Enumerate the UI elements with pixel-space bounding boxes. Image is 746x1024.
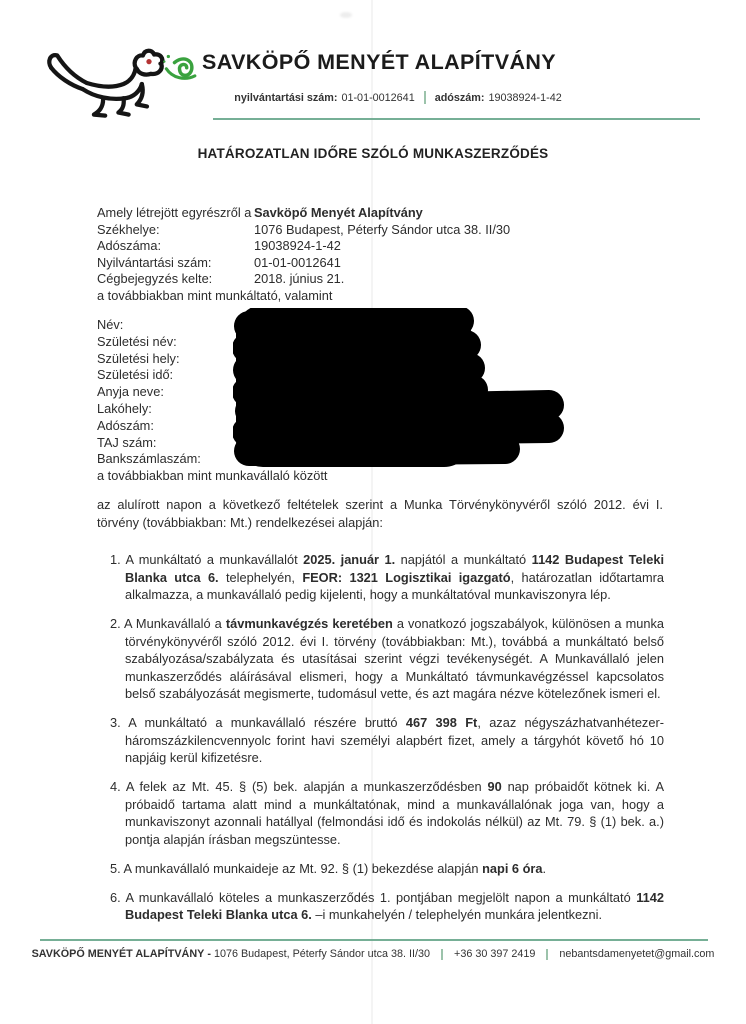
contract-preamble: az alulírott napon a következő feltételek szerint a Munka Törvénykönyvéről szóló 2012. évi I. törvény (továbbiakban: Mt.) rendelkezései alapján: (97, 497, 663, 530)
employer-row (97, 255, 657, 272)
field-label: Név: (97, 317, 124, 332)
clause-number: 1. (110, 552, 126, 567)
clause-bold-text: 1142 Budapest Teleki Blanka utca 6. (125, 889, 664, 922)
footer-divider-line (40, 939, 708, 941)
divider (424, 91, 426, 104)
clause-text: . (542, 860, 547, 876)
clause-bold-text: 2025. január 1. (303, 552, 396, 567)
footer-name-separator: - (207, 948, 211, 960)
clause-text: –i munkahelyén / telephelyén munkára jelentkezni. (311, 907, 603, 922)
employer-intro-label: Amely létrejött egyrészről a (97, 205, 252, 220)
employer-intro-row (97, 205, 657, 222)
clause-text: telephelyén, (218, 569, 303, 585)
clause-bold-text: FEOR: 1321 Logisztikai igazgató (302, 569, 511, 585)
field-label: TAJ szám: (97, 434, 157, 450)
contract-title: HATÁROZATLAN IDŐRE SZÓLÓ MUNKASZERZŐDÉS (197, 146, 549, 161)
field-label: Születési idő: (97, 367, 174, 383)
clause-text: A munkavállaló munkaideje az Mt. 92. § (1) bekezdése alapján (123, 860, 483, 876)
employer-name: Savköpő Menyét Alapítvány (254, 205, 423, 220)
footer-foundation-name: SAVKÖPŐ MENYÉT ALAPÍTVÁNY (31, 948, 205, 960)
registration-number: 01-01-0012641 (341, 91, 415, 104)
employer-row (97, 271, 657, 288)
footer-phone: +36 30 397 2419 (454, 948, 536, 960)
clause-number: 6. (110, 889, 126, 905)
employer-closing: a továbbiakban mint munkáltató, valamint (97, 287, 333, 303)
tax-number-label: adószám: (434, 91, 485, 104)
divider (441, 949, 443, 960)
field-value: 19038924-1-42 (254, 238, 341, 254)
field-value: 1076 Budapest, Péterfy Sándor utca 38. II/30 (254, 221, 511, 237)
clause-text: nap próbaidőt kötnek ki. A próbaidő tartama alatt mind a munkáltatónak, mind a munkavállalónak joga van, hogy a munkaviszonyt azonnali hatállyal (felmondási idő és indokolás nélkül) az Mt. 79. § (1) bek. a.) pontja alapján írásban megszüntesse. (125, 779, 664, 847)
clause-text: A Munkavállaló a (124, 616, 226, 631)
clause-number: 3. (110, 715, 129, 730)
employer-row (97, 222, 657, 239)
clause-bold-text: távmunkavégzés keretében (225, 616, 393, 631)
clause-text: , határozatlan időtartamra alkalmazza, a munkavállaló pedig kijelenti, hogy a munkáltatóval munkaviszonyra lép. (125, 569, 664, 602)
contract-clause (110, 714, 664, 767)
scan-smudge-artifact (340, 12, 352, 18)
field-label: Anyja neve: (97, 384, 164, 400)
contract-clause (110, 778, 664, 848)
employer-details (97, 205, 657, 305)
clause-text: A munkavállaló köteles a munkaszerződés 1. pontjában megjelölt napon a munkáltató (125, 889, 637, 905)
divider (546, 949, 548, 960)
clause-bold-text: 467 398 Ft (405, 715, 478, 730)
field-label: Adószám: (97, 417, 154, 433)
employer-row (97, 238, 657, 255)
clause-text: A munkáltató a munkavállalót (125, 552, 304, 567)
weasel-logo-icon (44, 46, 202, 120)
footer-address: 1076 Budapest, Péterfy Sándor utca 38. II/30 (213, 948, 431, 960)
clause-number: 5. (110, 860, 124, 876)
field-label: Cégbejegyzés kelte: (97, 271, 213, 287)
clause-text: a vonatkozó jogszabályok, különösen a munka törvénykönyvéről szóló 2012. évi I. törvény (továbbiakban: Mt.), továbbá a munkáltató belső szabályozása/szabályzata és utasításai szerint végzi tevékenységét. A Munkavállaló jelen munkaszerződés aláírásával elismeri, hogy a Munkáltató távmunkavégzéssel kapcsolatos belső szabályozását megismerte, tudomásul vette, és azt magára nézve kötelezőnek ismeri el. (125, 616, 664, 701)
tax-number: 19038924-1-42 (488, 91, 562, 104)
foundation-name: SAVKÖPŐ MENYÉT ALAPÍTVÁNY (202, 50, 557, 74)
employer-rows (97, 222, 657, 288)
field-label: Lakóhely: (97, 400, 152, 416)
footer-email: nebantsdamenyetet@gmail.com (559, 948, 715, 960)
footer-contact-line (0, 948, 746, 960)
clauses-list (110, 551, 664, 935)
field-value: 01-01-0012641 (254, 254, 341, 270)
employee-closing: a továbbiakban mint munkavállaló között (97, 468, 328, 484)
field-label: Adószáma: (97, 238, 162, 254)
contract-clause (110, 615, 664, 703)
registration-line (188, 91, 608, 104)
clause-text: napjától a munkáltató (395, 552, 532, 567)
clause-bold-text: 90 (487, 779, 502, 794)
contract-clause (110, 551, 664, 604)
field-label: Bankszámlaszám: (97, 451, 201, 467)
field-label: Születési hely: (97, 350, 180, 366)
clause-number: 4. (110, 779, 126, 794)
field-label: Nyilvántartási szám: (97, 254, 212, 270)
clause-text: A felek az Mt. 45. § (5) bek. alapján a munkaszerződésben (125, 779, 488, 794)
clause-text: A munkáltató a munkavállaló részére bruttó (128, 715, 406, 730)
header-divider-line (213, 118, 700, 120)
clause-bold-text: 1142 Budapest Teleki Blanka utca 6. (125, 552, 665, 585)
registration-label: nyilvántartási szám: (234, 91, 338, 104)
clause-text: , azaz négyszázhatvanhétezer-háromszázkilencvennyolc forint havi személyi alapbért fizet, amely a tárgyhót követő hó 10 napjáig kerül kifizetésre. (125, 715, 664, 765)
redaction-marker (233, 308, 578, 476)
field-label: Születési név: (97, 333, 177, 349)
contract-clause (110, 860, 664, 878)
field-value: 2018. június 21. (254, 271, 345, 287)
clause-bold-text: napi 6 óra (482, 860, 543, 876)
field-label: Székhelye: (97, 221, 160, 237)
contract-clause (110, 889, 664, 924)
clause-number: 2. (110, 616, 125, 631)
